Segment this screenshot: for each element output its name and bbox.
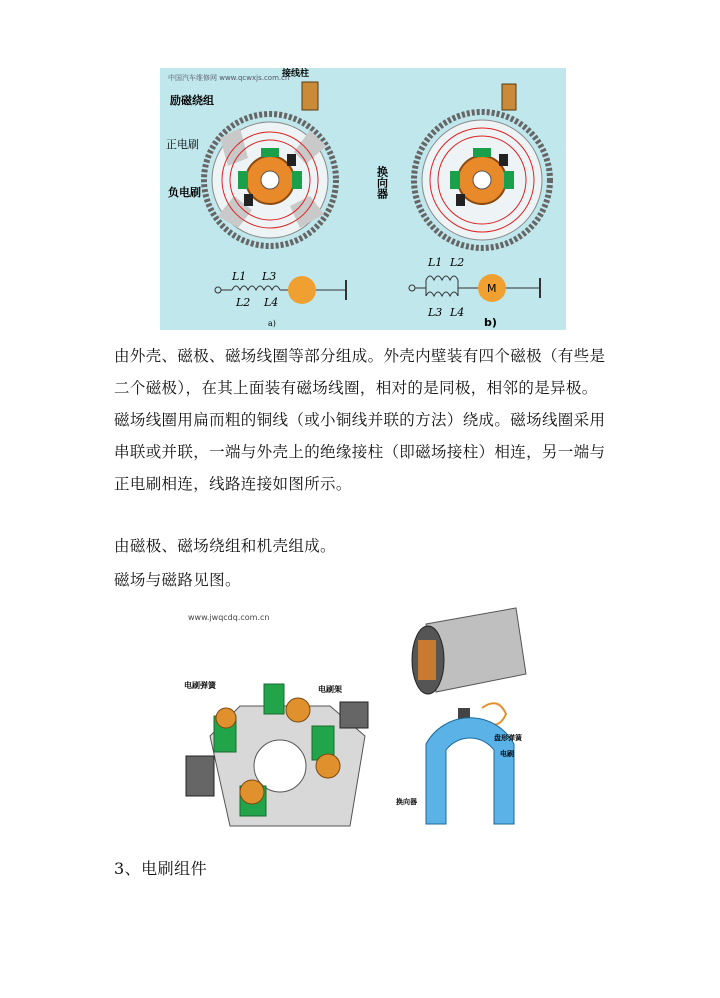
coil-label-L4: L4 — [264, 296, 279, 309]
coil-label-L2: L2 — [236, 296, 251, 309]
coil-b-label-L2: L2 — [450, 256, 465, 269]
label-commutator-bottom: 换向器 — [396, 798, 417, 806]
motor-field-diagram — [160, 68, 566, 330]
label-commutator — [376, 165, 390, 200]
coil-b-label-L3: L3 — [428, 306, 443, 319]
coil-label-L1: L1 — [232, 270, 247, 283]
label-negative-brush: 负电刷 — [168, 186, 201, 199]
paragraph-field-components: 由磁极、磁场绕组和机壳组成。 — [114, 537, 336, 555]
schematic-b — [409, 256, 540, 329]
section-heading-brush-assembly: 3、电刷组件 — [114, 859, 208, 878]
label-positive-brush: 正电刷 — [166, 138, 199, 151]
caption-a: a) — [268, 319, 276, 328]
paragraph-field-assembly: 由外壳、磁极、磁场线圈等部分组成。外壳内壁装有四个磁极（有些是二个磁极），在其上面装有磁场线圈，相对的是同极，相邻的是异极。磁场线圈用扁而粗的铜线（或小铜线并联的方法）绕成。磁场线圈采用串联或并联，一端与外壳上的绝缘接柱（即磁场接柱）相连，另一端与正电刷相连，线路连接如图所示。 — [114, 347, 606, 493]
commutator-brush-svg — [396, 604, 546, 844]
paragraph-field-circuit: 磁场与磁路见图。 — [114, 571, 241, 589]
svg-text:换向器: 换向器 — [375, 166, 389, 199]
motor-field-diagram-svg — [160, 68, 566, 330]
coil-b-label-L4: L4 — [450, 306, 465, 319]
bottom-figure-watermark: www.jwqcdq.com.cn — [188, 613, 270, 622]
commutator-brush-figure — [396, 604, 546, 844]
label-brush-holder: 电刷架 — [318, 685, 342, 694]
motor-symbol-letter: M — [487, 282, 497, 295]
schematic-a — [215, 270, 346, 328]
caption-b: b) — [484, 316, 497, 329]
coil-label-L3: L3 — [262, 270, 277, 283]
brush-holder-svg — [180, 606, 380, 846]
coil-b-label-L1: L1 — [428, 256, 443, 269]
label-brush-spring: 电刷弹簧 — [184, 681, 216, 690]
motor-cross-section-b — [414, 84, 550, 248]
label-terminal: 接线柱 — [282, 69, 310, 79]
label-brush: 电刷 — [500, 750, 514, 758]
motor-cross-section-a — [204, 82, 336, 246]
label-field-winding: 励磁绕组 — [170, 94, 214, 107]
label-spiral-spring: 盘形弹簧 — [494, 734, 522, 742]
brush-holder-figure — [180, 606, 380, 846]
top-figure-watermark: 中国汽车维修网 www.qcwxjs.com.cn — [168, 74, 290, 82]
